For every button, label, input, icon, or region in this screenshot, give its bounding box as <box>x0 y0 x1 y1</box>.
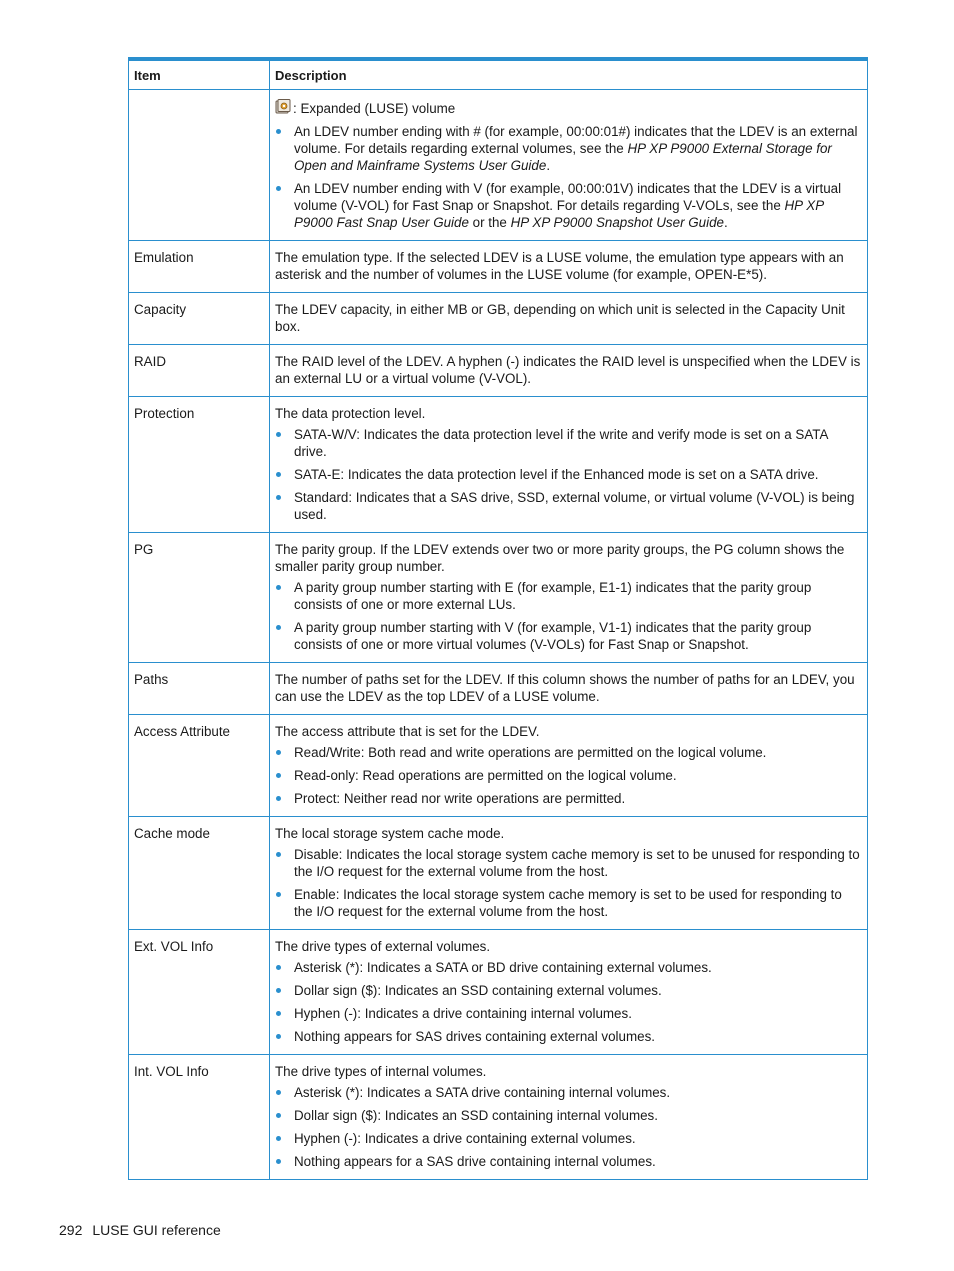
item-cell: Cache mode <box>129 817 270 930</box>
bullet-text: . <box>724 215 728 230</box>
table-row <box>129 1055 868 1180</box>
bullet-item <box>275 846 862 880</box>
bullet-item <box>275 744 862 761</box>
description-intro-text: The local storage system cache mode. <box>275 826 505 841</box>
table-row <box>129 293 868 345</box>
bullet-item <box>275 790 862 807</box>
bullet-item <box>275 767 862 784</box>
description-intro <box>275 671 862 705</box>
bullet-list <box>275 123 862 231</box>
bullet-text: Read/Write: Both read and write operations are permitted on the logical volume. <box>294 745 767 760</box>
document-title-reference: HP XP P9000 External Storage for Open and Mainframe Systems User Guide <box>294 141 832 173</box>
description-intro <box>275 825 862 842</box>
bullet-text: Read-only: Read operations are permitted on the logical volume. <box>294 768 677 783</box>
bullet-item <box>275 619 862 653</box>
footer-section-title: LUSE GUI reference <box>92 1222 221 1238</box>
description-cell <box>270 817 868 930</box>
table-header-row <box>129 59 868 90</box>
description-intro-text: The data protection level. <box>275 406 426 421</box>
table-row <box>129 817 868 930</box>
item-cell: Capacity <box>129 293 270 345</box>
description-intro <box>275 405 862 422</box>
page-footer <box>59 1222 221 1238</box>
description-intro-text: The drive types of internal volumes. <box>275 1064 487 1079</box>
item-cell: Emulation <box>129 241 270 293</box>
description-intro-text: The parity group. If the LDEV extends over two or more parity groups, the PG column shows the smaller parity group number. <box>275 542 845 574</box>
bullet-item <box>275 982 862 999</box>
bullet-list <box>275 1084 862 1170</box>
table-row <box>129 930 868 1055</box>
description-intro-text: The LDEV capacity, in either MB or GB, depending on which unit is selected in the Capacity Unit box. <box>275 302 845 334</box>
bullet-text: Disable: Indicates the local storage system cache memory is set to be unused for responding to the I/O request for the external volume from the host. <box>294 847 860 879</box>
bullet-item <box>275 1005 862 1022</box>
description-intro-text: The access attribute that is set for the LDEV. <box>275 724 540 739</box>
column-header-description: Description <box>270 59 868 90</box>
document-title-reference: HP XP P9000 Snapshot User Guide <box>510 215 724 230</box>
description-intro <box>275 353 862 387</box>
description-intro-text: The emulation type. If the selected LDEV is a LUSE volume, the emulation type appears with an asterisk and the number of volumes in the LUSE volume (for example, OPEN-E*5). <box>275 250 844 282</box>
description-cell <box>270 533 868 663</box>
bullet-item <box>275 123 862 174</box>
bullet-text: . <box>546 158 551 173</box>
description-intro <box>275 938 862 955</box>
bullet-item <box>275 1084 862 1101</box>
description-cell <box>270 715 868 817</box>
bullet-text: Protect: Neither read nor write operations are permitted. <box>294 791 626 806</box>
description-intro-text: The RAID level of the LDEV. A hyphen (-) indicates the RAID level is unspecified when the LDEV is an external LU or a virtual volume (V-VOL). <box>275 354 861 386</box>
bullet-text: Standard: Indicates that a SAS drive, SSD, external volume, or virtual volume (V-VOL) is being used. <box>294 490 855 522</box>
page-number: 292 <box>59 1222 83 1238</box>
item-cell <box>129 90 270 241</box>
column-header-item: Item <box>129 59 270 90</box>
table-body <box>129 90 868 1180</box>
bullet-item <box>275 426 862 460</box>
bullet-item <box>275 1153 862 1170</box>
description-cell <box>270 930 868 1055</box>
item-cell: Int. VOL Info <box>129 1055 270 1180</box>
bullet-list <box>275 426 862 523</box>
document-title-reference: HP XP P9000 Fast Snap User Guide <box>294 198 824 230</box>
description-cell <box>270 1055 868 1180</box>
bullet-text: Hyphen (-): Indicates a drive containing internal volumes. <box>294 1006 632 1021</box>
bullet-item <box>275 959 862 976</box>
item-cell: Access Attribute <box>129 715 270 817</box>
bullet-list <box>275 579 862 653</box>
bullet-list <box>275 959 862 1045</box>
item-cell: Ext. VOL Info <box>129 930 270 1055</box>
bullet-text: Asterisk (*): Indicates a SATA drive containing internal volumes. <box>294 1085 671 1100</box>
item-cell: PG <box>129 533 270 663</box>
bullet-item <box>275 1028 862 1045</box>
description-intro <box>275 723 862 740</box>
table-row <box>129 241 868 293</box>
description-intro <box>275 249 862 283</box>
bullet-list <box>275 846 862 920</box>
bullet-item <box>275 1130 862 1147</box>
table-row <box>129 715 868 817</box>
bullet-text: Nothing appears for SAS drives containing external volumes. <box>294 1029 655 1044</box>
description-intro <box>275 541 862 575</box>
description-cell <box>270 241 868 293</box>
luse-volume-icon <box>275 99 291 115</box>
description-intro <box>275 1063 862 1080</box>
bullet-text: Hyphen (-): Indicates a drive containing external volumes. <box>294 1131 636 1146</box>
table-row <box>129 345 868 397</box>
description-intro <box>275 301 862 335</box>
bullet-text: An LDEV number ending with V (for example, 00:00:01V) indicates that the LDEV is a virtual volume (V-VOL) for Fast Snap or Snapshot. For details regarding V-VOLs, see the <box>294 181 842 213</box>
table-row <box>129 663 868 715</box>
bullet-text: or the <box>468 215 511 230</box>
bullet-item <box>275 886 862 920</box>
description-intro-text: : Expanded (LUSE) volume <box>293 101 456 116</box>
item-cell: RAID <box>129 345 270 397</box>
bullet-item <box>275 466 862 483</box>
bullet-item <box>275 180 862 231</box>
item-cell: Paths <box>129 663 270 715</box>
table-row <box>129 397 868 533</box>
description-cell <box>270 345 868 397</box>
bullet-text: SATA-E: Indicates the data protection level if the Enhanced mode is set on a SATA drive. <box>294 467 819 482</box>
bullet-list <box>275 744 862 807</box>
description-cell <box>270 90 868 241</box>
item-cell: Protection <box>129 397 270 533</box>
description-intro-text: The number of paths set for the LDEV. If this column shows the number of paths for an LDEV, you can use the LDEV as the top LDEV of a LUSE volume. <box>275 672 855 704</box>
bullet-text: SATA-W/V: Indicates the data protection level if the write and verify mode is set on a SATA drive. <box>294 427 828 459</box>
bullet-text: A parity group number starting with V (for example, V1-1) indicates that the parity group consists of one or more virtual volumes (V-VOLs) for Fast Snap or Snapshot. <box>294 620 812 652</box>
description-cell <box>270 397 868 533</box>
description-cell <box>270 293 868 345</box>
bullet-text: Asterisk (*): Indicates a SATA or BD drive containing external volumes. <box>294 960 712 975</box>
description-cell <box>270 663 868 715</box>
description-intro-text: The drive types of external volumes. <box>275 939 491 954</box>
bullet-text: Dollar sign ($): Indicates an SSD containing external volumes. <box>294 983 662 998</box>
reference-table <box>128 57 868 1180</box>
table-row <box>129 533 868 663</box>
table-row <box>129 90 868 241</box>
description-intro <box>275 99 862 119</box>
bullet-text: Enable: Indicates the local storage system cache memory is set to be used for responding to the I/O request for the external volume from the host. <box>294 887 842 919</box>
bullet-text: An LDEV number ending with # (for example, 00:00:01#) indicates that the LDEV is an external volume. For details regarding external volumes, see the <box>294 124 858 156</box>
bullet-text: A parity group number starting with E (for example, E1-1) indicates that the parity group consists of one or more external LUs. <box>294 580 812 612</box>
bullet-item <box>275 489 862 523</box>
bullet-item <box>275 579 862 613</box>
bullet-text: Nothing appears for a SAS drive containing internal volumes. <box>294 1154 656 1169</box>
bullet-text: Dollar sign ($): Indicates an SSD containing internal volumes. <box>294 1108 658 1123</box>
bullet-item <box>275 1107 862 1124</box>
